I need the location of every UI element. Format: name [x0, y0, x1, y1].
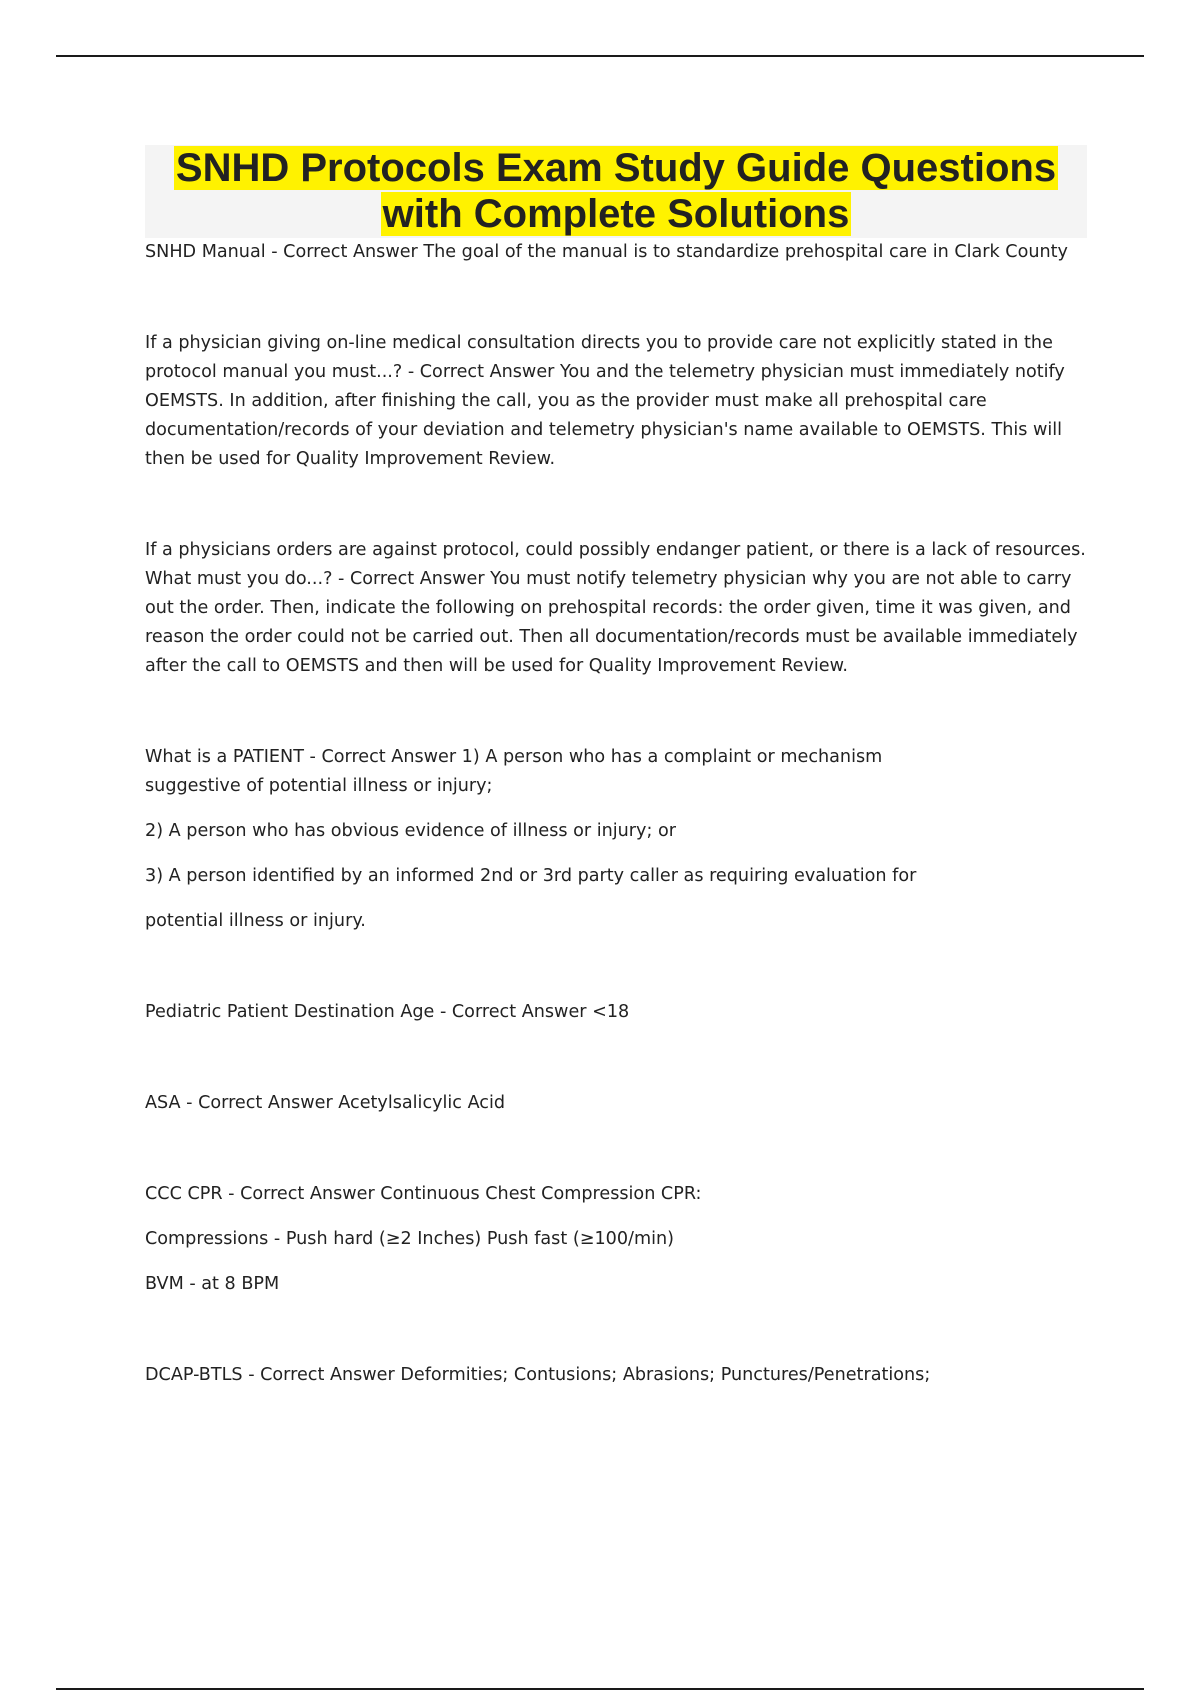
- entry-asa: ASA - Correct Answer Acetylsalicylic Acid: [145, 1093, 506, 1113]
- title-line-2: with Complete Solutions: [382, 192, 850, 236]
- bottom-rule: [56, 1688, 1144, 1690]
- entry-snhd-manual: SNHD Manual - Correct Answer The goal of the manual is to standardize prehospital care in Clark County: [145, 242, 1068, 262]
- entry-pediatric-age: Pediatric Patient Destination Age - Correct Answer <18: [145, 1002, 630, 1022]
- entry-patient-item-3: 3) A person identified by an informed 2nd or 3rd party caller as requiring evaluation for: [145, 866, 917, 886]
- entry-patient-item-3-cont: potential illness or injury.: [145, 911, 366, 931]
- entry-physician-orders: If a physicians orders are against protocol, could possibly endanger patient, or there is a lack of resources. What must you do...? - Correct Answer You must notify telemetry physician why you are not able to carry out the order. Then, indicate the following on prehospital records: the order given, time it was given, and reason the order could not be carried out. Then all documentation/records must be available immediately after the call to OEMSTS and then will be used for Quality Improvement Review.: [145, 540, 1086, 676]
- top-rule: [56, 55, 1144, 57]
- entry-patient-definition: What is a PATIENT - Correct Answer 1) A person who has a complaint or mechanism suggestive of potential illness or injury;: [145, 747, 883, 796]
- entry-ccc-cpr-compressions: Compressions - Push hard (≥2 Inches) Push fast (≥100/min): [145, 1229, 674, 1249]
- entry-online-consultation: If a physician giving on-line medical consultation directs you to provide care not explicitly stated in the protocol manual you must...? - Correct Answer You and the telemetry physician must immediately notify OEMSTS. In addition, after finishing the call, you as the provider must make all prehospital care documentation/records of your deviation and telemetry physician's name available to OEMSTS. This will then be used for Quality Improvement Review.: [145, 333, 1065, 469]
- entry-patient-item-2: 2) A person who has obvious evidence of illness or injury; or: [145, 821, 676, 841]
- title-line-1: SNHD Protocols Exam Study Guide Questions: [175, 146, 1057, 190]
- document-title: [145, 145, 1087, 238]
- entry-ccc-cpr-bvm: BVM - at 8 BPM: [145, 1274, 280, 1294]
- entry-dcap-btls: DCAP-BTLS - Correct Answer Deformities; Contusions; Abrasions; Punctures/Penetrations;: [145, 1365, 931, 1385]
- document-body: [145, 238, 1090, 1390]
- entry-ccc-cpr: CCC CPR - Correct Answer Continuous Chest Compression CPR:: [145, 1184, 702, 1204]
